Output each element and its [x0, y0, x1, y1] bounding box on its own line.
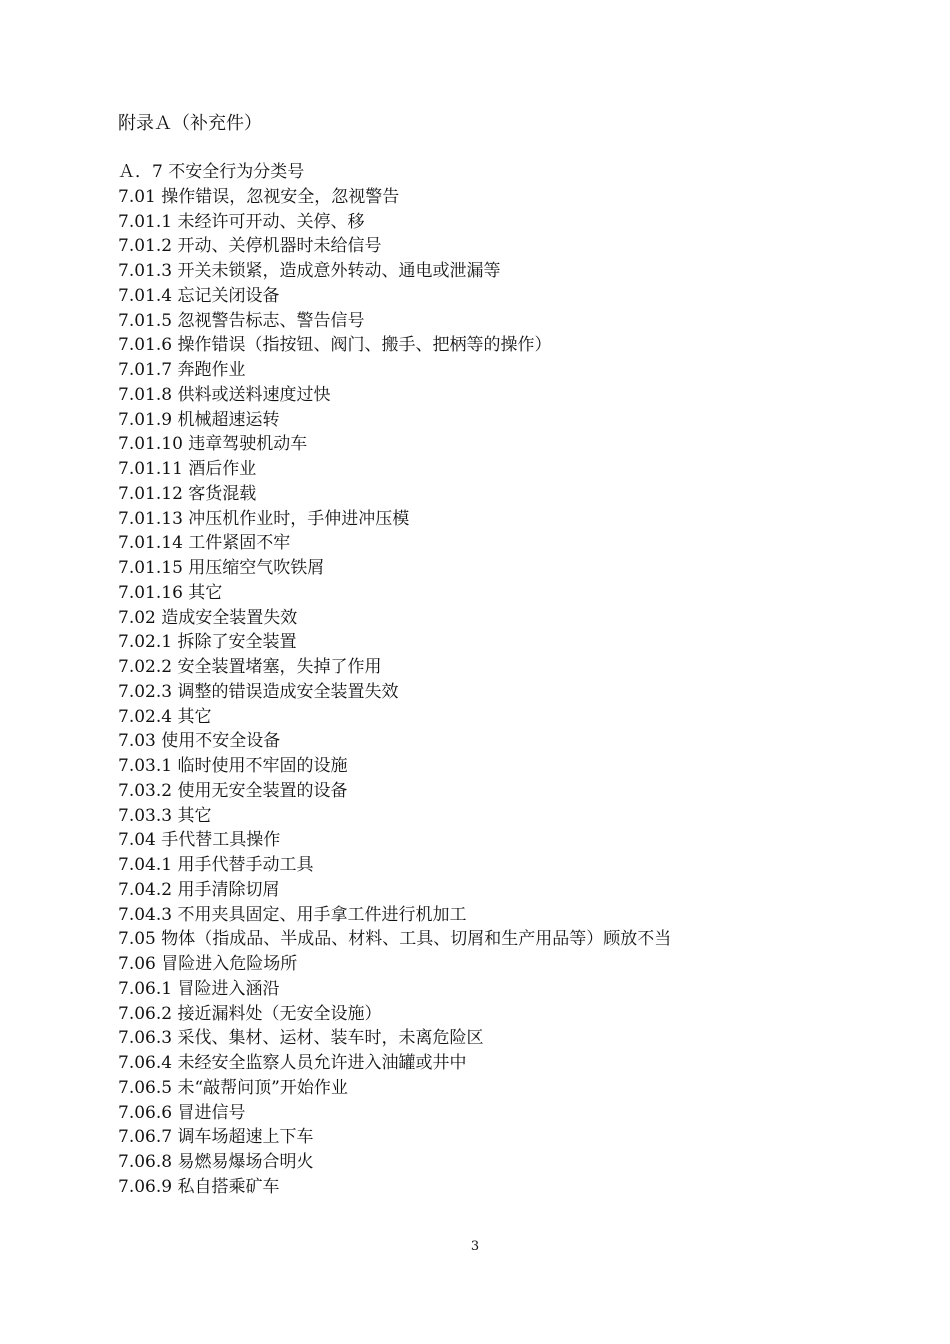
list-item: 7.04.2 用手清除切屑: [118, 879, 280, 900]
list-item: 7.01.11 酒后作业: [118, 459, 257, 479]
list-item: 7.06.4 未经安全监察人员允许进入油罐或井中: [118, 1053, 467, 1073]
list-item: 7.06.1 冒险进入涵沿: [118, 978, 280, 999]
page-number: 3: [470, 1239, 480, 1254]
list-item: 7.02.3 调整的错误造成安全装置失效: [118, 681, 399, 702]
list-item: 7.03.3 其它: [118, 805, 212, 826]
list-item: 7.01.4 忘记关闭设备: [118, 285, 280, 306]
list-item: 7.01.10 违章驾驶机动车: [118, 434, 308, 455]
list-item: 7.06.6 冒进信号: [118, 1102, 246, 1123]
classification-list: [118, 160, 671, 1200]
list-item: 7.03.2 使用无安全装置的设备: [118, 780, 348, 801]
list-item: 7.01.2 开动、关停机器时未给信号: [118, 236, 382, 257]
list-item: 7.06 冒险进入危险场所: [118, 954, 298, 974]
list-item: 7.04 手代替工具操作: [118, 830, 281, 851]
list-item: 7.06.9 私自搭乘矿车: [118, 1176, 280, 1197]
list-item: 7.06.2 接近漏料处（无安全设施）: [118, 1003, 382, 1024]
list-item: 7.04.3 不用夹具固定、用手拿工件进行机加工: [118, 904, 467, 925]
list-item: 7.01.5 忽视警告标志、警告信号: [118, 310, 365, 331]
list-item: 7.06.3 采伐、集材、运材、装车时，未离危险区: [118, 1028, 484, 1049]
list-item: 7.01.6 操作错误（指按钮、阀门、搬手、把柄等的操作）: [118, 335, 552, 356]
list-item: 7.03 使用不安全设备: [118, 731, 281, 752]
list-item: 7.01.16 其它: [118, 582, 223, 603]
list-item: 7.01.12 客货混载: [118, 483, 257, 504]
list-item: 7.01 操作错误，忽视安全，忽视警告: [118, 186, 400, 207]
list-item: 7.01.1 未经许可开动、关停、移: [118, 211, 365, 232]
list-item: 7.02.2 安全装置堵塞，失掉了作用: [118, 657, 382, 677]
list-item: 7.01.3 开关未锁紧，造成意外转动、通电或泄漏等: [118, 261, 501, 281]
list-item: 7.03.1 临时使用不牢固的设施: [118, 756, 348, 776]
list-item: 7.05 物体（指成品、半成品、材料、工具、切屑和生产用品等）顾放不当: [118, 929, 672, 950]
list-item: Ａ．7 不安全行为分类号: [118, 162, 305, 182]
list-item: 7.01.14 工件紧固不牢: [118, 533, 291, 554]
list-item: 7.06.7 调车场超速上下车: [118, 1127, 314, 1148]
list-item: 7.01.8 供料或送料速度过快: [118, 384, 331, 405]
list-item: 7.06.5 未“敲帮问顶”开始作业: [118, 1077, 348, 1098]
list-item: 7.04.1 用手代替手动工具: [118, 855, 314, 875]
appendix-heading: 附录Ａ（补充件）: [118, 113, 262, 134]
list-item: 7.01.13 冲压机作业时，手伸进冲压模: [118, 508, 410, 529]
list-item: 7.01.9 机械超速运转: [118, 409, 280, 430]
list-item: 7.01.15 用压缩空气吹铁屑: [118, 558, 325, 578]
list-item: 7.02.1 拆除了安全装置: [118, 632, 297, 653]
list-item: 7.06.8 易燃易爆场合明火: [118, 1152, 314, 1172]
list-item: 7.02.4 其它: [118, 706, 212, 727]
list-item: 7.02 造成安全装置失效: [118, 607, 298, 628]
list-item: 7.01.7 奔跑作业: [118, 360, 246, 380]
